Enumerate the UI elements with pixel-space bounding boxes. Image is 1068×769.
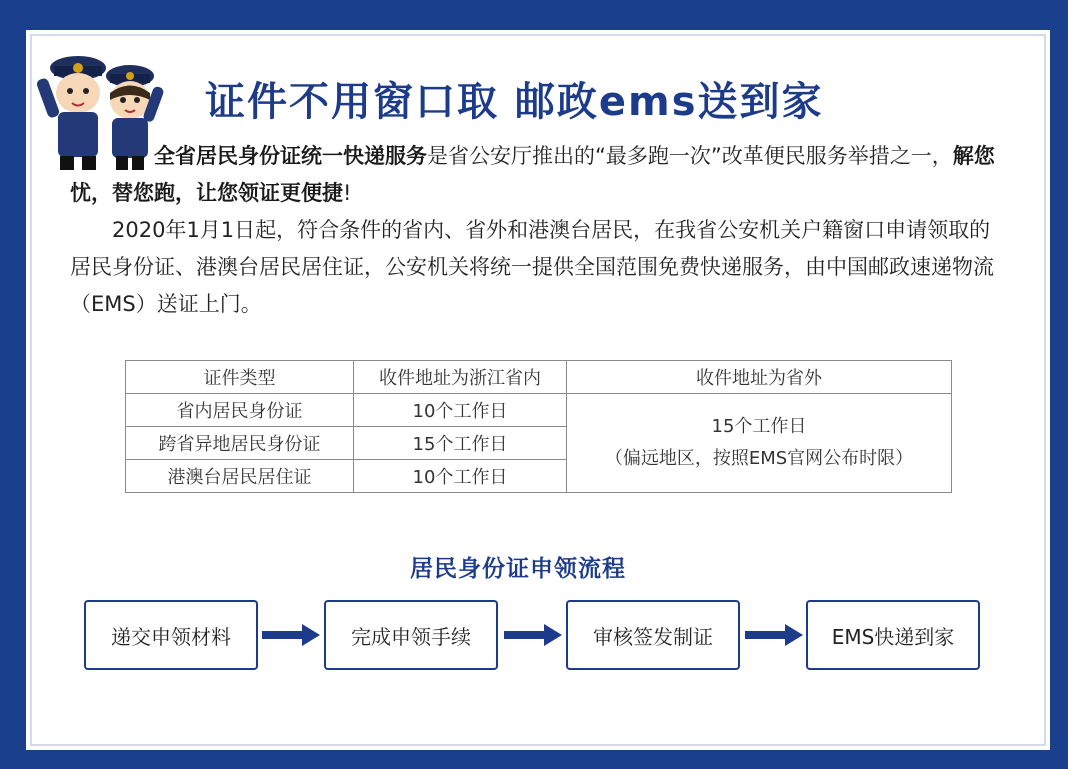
doc-type-cell: 跨省异地居民身份证 <box>126 427 354 460</box>
flow-step-delivery: EMS快递到家 <box>806 600 980 670</box>
arrow-right-icon <box>262 624 320 646</box>
in-province-cell: 15个工作日 <box>354 427 567 460</box>
intro-exclaim: ! <box>343 181 352 205</box>
policy-paragraph <box>70 212 1005 323</box>
slogan: 解您忧，替您跑，让您领证更便捷 <box>70 144 995 205</box>
table-row <box>126 394 952 427</box>
delivery-time-table <box>125 360 952 493</box>
flow-step-complete: 完成申领手续 <box>324 600 498 670</box>
intro-text: 是省公安厅推出的“最多跑一次”改革便民服务举措之一， <box>427 144 953 168</box>
header-doc-type: 证件类型 <box>126 361 354 394</box>
arrow-right-icon <box>504 624 562 646</box>
arrow-right-icon <box>745 624 803 646</box>
intro-paragraph <box>70 138 1005 212</box>
flow-title: 居民身份证申领流程 <box>410 556 626 582</box>
out-province-note: （偏远地区，按照EMS官网公布时限） <box>604 448 914 469</box>
in-province-cell: 10个工作日 <box>354 394 567 427</box>
header-out-province: 收件地址为省外 <box>567 361 952 394</box>
flow-step-review: 审核签发制证 <box>566 600 740 670</box>
policy-text: 2020年1月1日起，符合条件的省内、省外和港澳台居民，在我省公安机关户籍窗口申请领取的居民身份证、港澳台居民居住证，公安机关将统一提供全国范围免费快递服务，由中国邮政速递物流（EMS）送证上门。 <box>70 218 994 316</box>
doc-type-cell: 省内居民身份证 <box>126 394 354 427</box>
header-in-province: 收件地址为浙江省内 <box>354 361 567 394</box>
flow-step-submit: 递交申领材料 <box>84 600 258 670</box>
service-name: 全省居民身份证统一快递服务 <box>154 144 427 168</box>
in-province-cell: 10个工作日 <box>354 460 567 493</box>
table-header-row <box>126 361 952 394</box>
out-province-days: 15个工作日 <box>711 416 807 437</box>
doc-type-cell: 港澳台居民居住证 <box>126 460 354 493</box>
page-title: 证件不用窗口取 邮政ems送到家 <box>205 79 824 125</box>
out-province-cell <box>567 394 952 493</box>
